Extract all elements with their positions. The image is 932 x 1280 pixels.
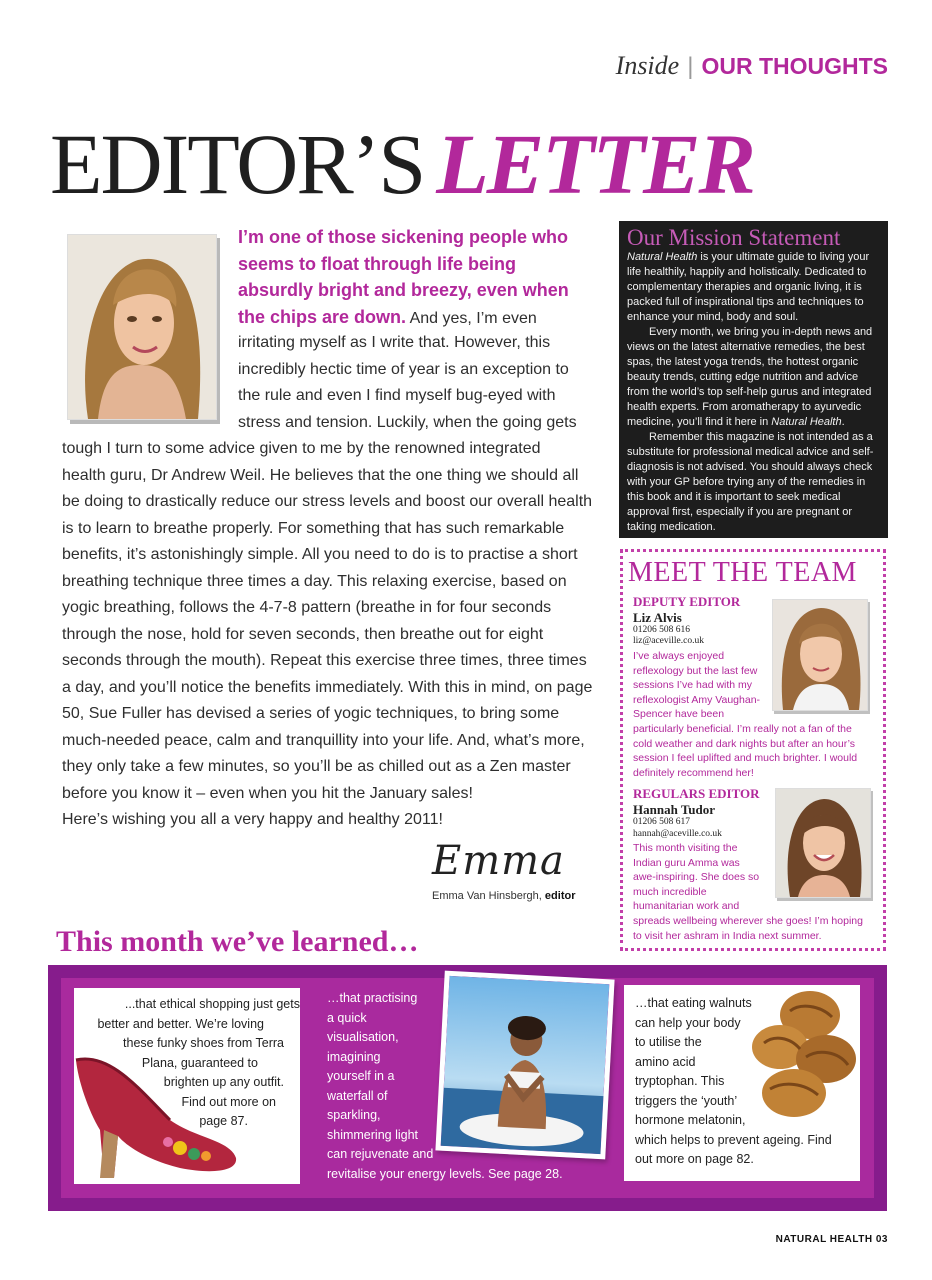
member-bio-line: reflexologist Amy Vaughan- xyxy=(633,693,761,706)
letter-intro-line: I’m one of those sickening people who xyxy=(238,227,569,247)
mission-text: . xyxy=(841,416,845,428)
title-editors: EDITOR’S xyxy=(50,116,425,212)
member-bio-line: particularly beneficial. I’m really not a fan of the xyxy=(633,723,852,735)
card1-line: page 87. xyxy=(199,1114,248,1128)
card1-line: Plana, guaranteed to xyxy=(141,1055,258,1070)
letter-intro-line: seems to float through life being xyxy=(238,253,517,274)
mission-paragraph: Remember this magazine is not intended as a substitute for professional medical advice and self-diagnosis is not advised. You should always check with your GP before trying any of the remedies in this book and it is important to seek medical approval first, especially if you are pregnant or taking medication. xyxy=(627,431,874,533)
member-bio-line: humanitarian work and xyxy=(633,900,740,913)
mission-paragraph xyxy=(627,250,880,325)
letter-body-line: breathing technique three times a day. This relaxing exercise, based on xyxy=(62,572,567,590)
member-name: Liz Alvis xyxy=(633,610,682,625)
section-name: OUR THOUGHTS xyxy=(701,53,888,79)
editor-role: editor xyxy=(544,890,576,902)
letter-body-line: be doing to drastically reduce our stress levels and boost our overall health xyxy=(62,493,593,510)
letter-body-line: a day, and you’ll notice the benefits immediately. With this in mind, on page xyxy=(62,678,593,696)
editor-name: Emma Van Hinsbergh, xyxy=(432,890,542,902)
member-phone: 01206 508 616 xyxy=(633,625,690,635)
member-photo-liz xyxy=(772,599,868,711)
member-bio-line: awe-inspiring. She does so xyxy=(633,871,760,884)
learned-heading: This month we’ve learned… xyxy=(56,925,419,958)
signature: Emma xyxy=(432,838,565,884)
magazine-name: Natural Health xyxy=(627,251,698,263)
card2-line: shimmering light xyxy=(327,1127,419,1142)
card2-line: can rejuvenate and xyxy=(327,1147,434,1161)
member-role: REGULARS EDITOR xyxy=(633,786,760,801)
card2-line: visualisation, xyxy=(327,1030,399,1044)
card3-line: tryptophan. This xyxy=(635,1074,725,1088)
letter-intro-bold: the chips are down. xyxy=(238,306,407,327)
member-photo-hannah xyxy=(775,788,871,898)
member-bio-line: to visit her ashram in India next summer. xyxy=(633,929,822,942)
card1-line: brighten up any outfit. xyxy=(163,1075,284,1089)
member-bio-line: Indian guru Amma was xyxy=(633,856,740,869)
letter-intro-line xyxy=(238,304,537,333)
member-bio-line: reflexology but the last few xyxy=(633,664,758,677)
editor-portrait xyxy=(67,234,217,420)
letter-body-line: tough I turn to some advice given to me by the renowned integrated xyxy=(62,440,541,457)
member-bio-line: session I feel uplifted and much brighter. I would xyxy=(633,752,858,765)
letter-body-line: health guru, Dr Andrew Weil. He believes that the one thing we should all xyxy=(62,466,579,484)
header-divider: | xyxy=(687,53,694,80)
letter-body-line: benefits, it’s astonishingly simple. All you need to do is to practise a short xyxy=(62,546,578,563)
card3-line: can help your body xyxy=(635,1015,741,1030)
card1-line: Find out more on xyxy=(181,1094,276,1109)
card2-line: revitalise your energy levels. See page 28. xyxy=(327,1166,563,1181)
card3-line: to utilise the xyxy=(635,1035,702,1049)
member-phone: 01206 508 617 xyxy=(633,817,690,827)
letter-body-line: 50, Sue Fuller has devised a series of yogic techniques, to bring some xyxy=(62,705,560,722)
letter-body-line: is to learn to breathe properly. For something that has such remarkable xyxy=(62,519,565,537)
letter-wrap-line: incredibly hectic time of year is an exception to xyxy=(238,360,569,378)
card3-line: …that eating walnuts xyxy=(635,996,752,1010)
member-role: DEPUTY EDITOR xyxy=(633,594,741,609)
card3-line: which helps to prevent ageing. Find xyxy=(635,1132,832,1147)
letter-body-line: through the nose, hold for seven seconds, then breathe out for eight xyxy=(62,625,544,643)
letter-wrap-line: the rule and even I find myself bug-eyed with xyxy=(238,387,556,404)
letter-wrap-line: irritating myself as I write that. However, this xyxy=(238,334,551,351)
member-bio-line: much incredible xyxy=(633,885,707,898)
letter-intro-line: absurdly bright and breezy, even when xyxy=(238,280,569,300)
meditation-photo xyxy=(435,971,614,1160)
card2-line: …that practising xyxy=(327,991,418,1005)
card3-line: triggers the ‘youth’ xyxy=(635,1093,738,1108)
member-bio-line: sessions I’ve had with my xyxy=(633,679,753,692)
mission-title: Our Mission Statement xyxy=(627,225,841,250)
page-title xyxy=(50,118,754,210)
mission-statement-box xyxy=(619,221,888,538)
card2-line: yourself in a xyxy=(327,1069,395,1083)
magazine-name: Natural Health xyxy=(771,416,842,428)
card2-line: a quick xyxy=(327,1010,367,1025)
mission-text: is your ultimate guide to living your life healthily, happily and holistically. Dedicated to complementary therapies and organic living, it is packed full of inspirational tips and techniques to enhance your mind, body and soul. xyxy=(627,251,870,323)
signature-caption xyxy=(432,890,575,902)
card1-line: ...that ethical shopping just gets xyxy=(124,997,300,1011)
card3-line: out more on page 82. xyxy=(635,1152,754,1166)
page-folio: NATURAL HEALTH 03 xyxy=(775,1234,888,1245)
mission-text: Every month, we bring you in-depth news and views on the latest alternative remedies, the best spas, the latest yoga trends, the hottest organic beauty trends, cutting edge nutrition and advice from the world’s top self-help gurus and integrated health experts. From aromatherapy to ayurvedic medicine, you’ll find it here in xyxy=(627,326,873,428)
member-bio-line: definitely recommend her! xyxy=(633,766,754,779)
letter-body-line: much-needed peace, calm and tranquillity into your life. And, what’s more, xyxy=(62,731,585,749)
member-email: hannah@aceville.co.uk xyxy=(633,829,722,839)
member-bio-line: This month visiting the xyxy=(633,842,738,854)
member-name: Hannah Tudor xyxy=(633,802,716,817)
title-letter: LETTER xyxy=(436,116,754,212)
card2-line: waterfall of xyxy=(327,1088,388,1103)
member-bio-line: I’ve always enjoyed xyxy=(633,650,725,662)
card3-line: amino acid xyxy=(635,1054,696,1069)
member-bio-line: spreads wellbeing wherever she goes! I’m hoping xyxy=(633,915,863,927)
letter-intro-tail: And yes, I’m even xyxy=(406,309,537,327)
section-prefix: Inside xyxy=(615,51,680,80)
letter-body-line: before you know it – even when you hit the January sales! xyxy=(62,784,473,802)
letter-body-line: Here’s wishing you all a very happy and healthy 2011! xyxy=(62,811,443,828)
section-header xyxy=(616,50,888,81)
mission-paragraph xyxy=(627,325,880,430)
letter-wrap-line: stress and tension. Luckily, when the going gets xyxy=(238,413,577,431)
card3-line: hormone melatonin, xyxy=(635,1113,746,1127)
member-email: liz@aceville.co.uk xyxy=(633,636,704,646)
card1-line: these funky shoes from Terra xyxy=(123,1036,284,1050)
member-bio-line: cold weather and dark nights but after an hour’s xyxy=(633,737,856,750)
member-bio-line: Spencer have been xyxy=(633,708,725,721)
card2-line: imagining xyxy=(327,1049,381,1064)
card1-line: better and better. We’re loving xyxy=(97,1016,264,1031)
walnut-image xyxy=(740,985,860,1125)
letter-body-line: seconds through the mouth). Repeat this exercise three times, three times xyxy=(62,652,587,669)
team-title: MEET THE TEAM xyxy=(628,557,857,588)
letter-body-line: yogic breathing, follows the 4-7-8 pattern (breathe in for four seconds xyxy=(62,599,552,616)
letter-body-line: they only take a few minutes, so you’ll be as chilled out as a Zen master xyxy=(62,758,571,775)
card2-line: sparkling, xyxy=(327,1108,381,1122)
